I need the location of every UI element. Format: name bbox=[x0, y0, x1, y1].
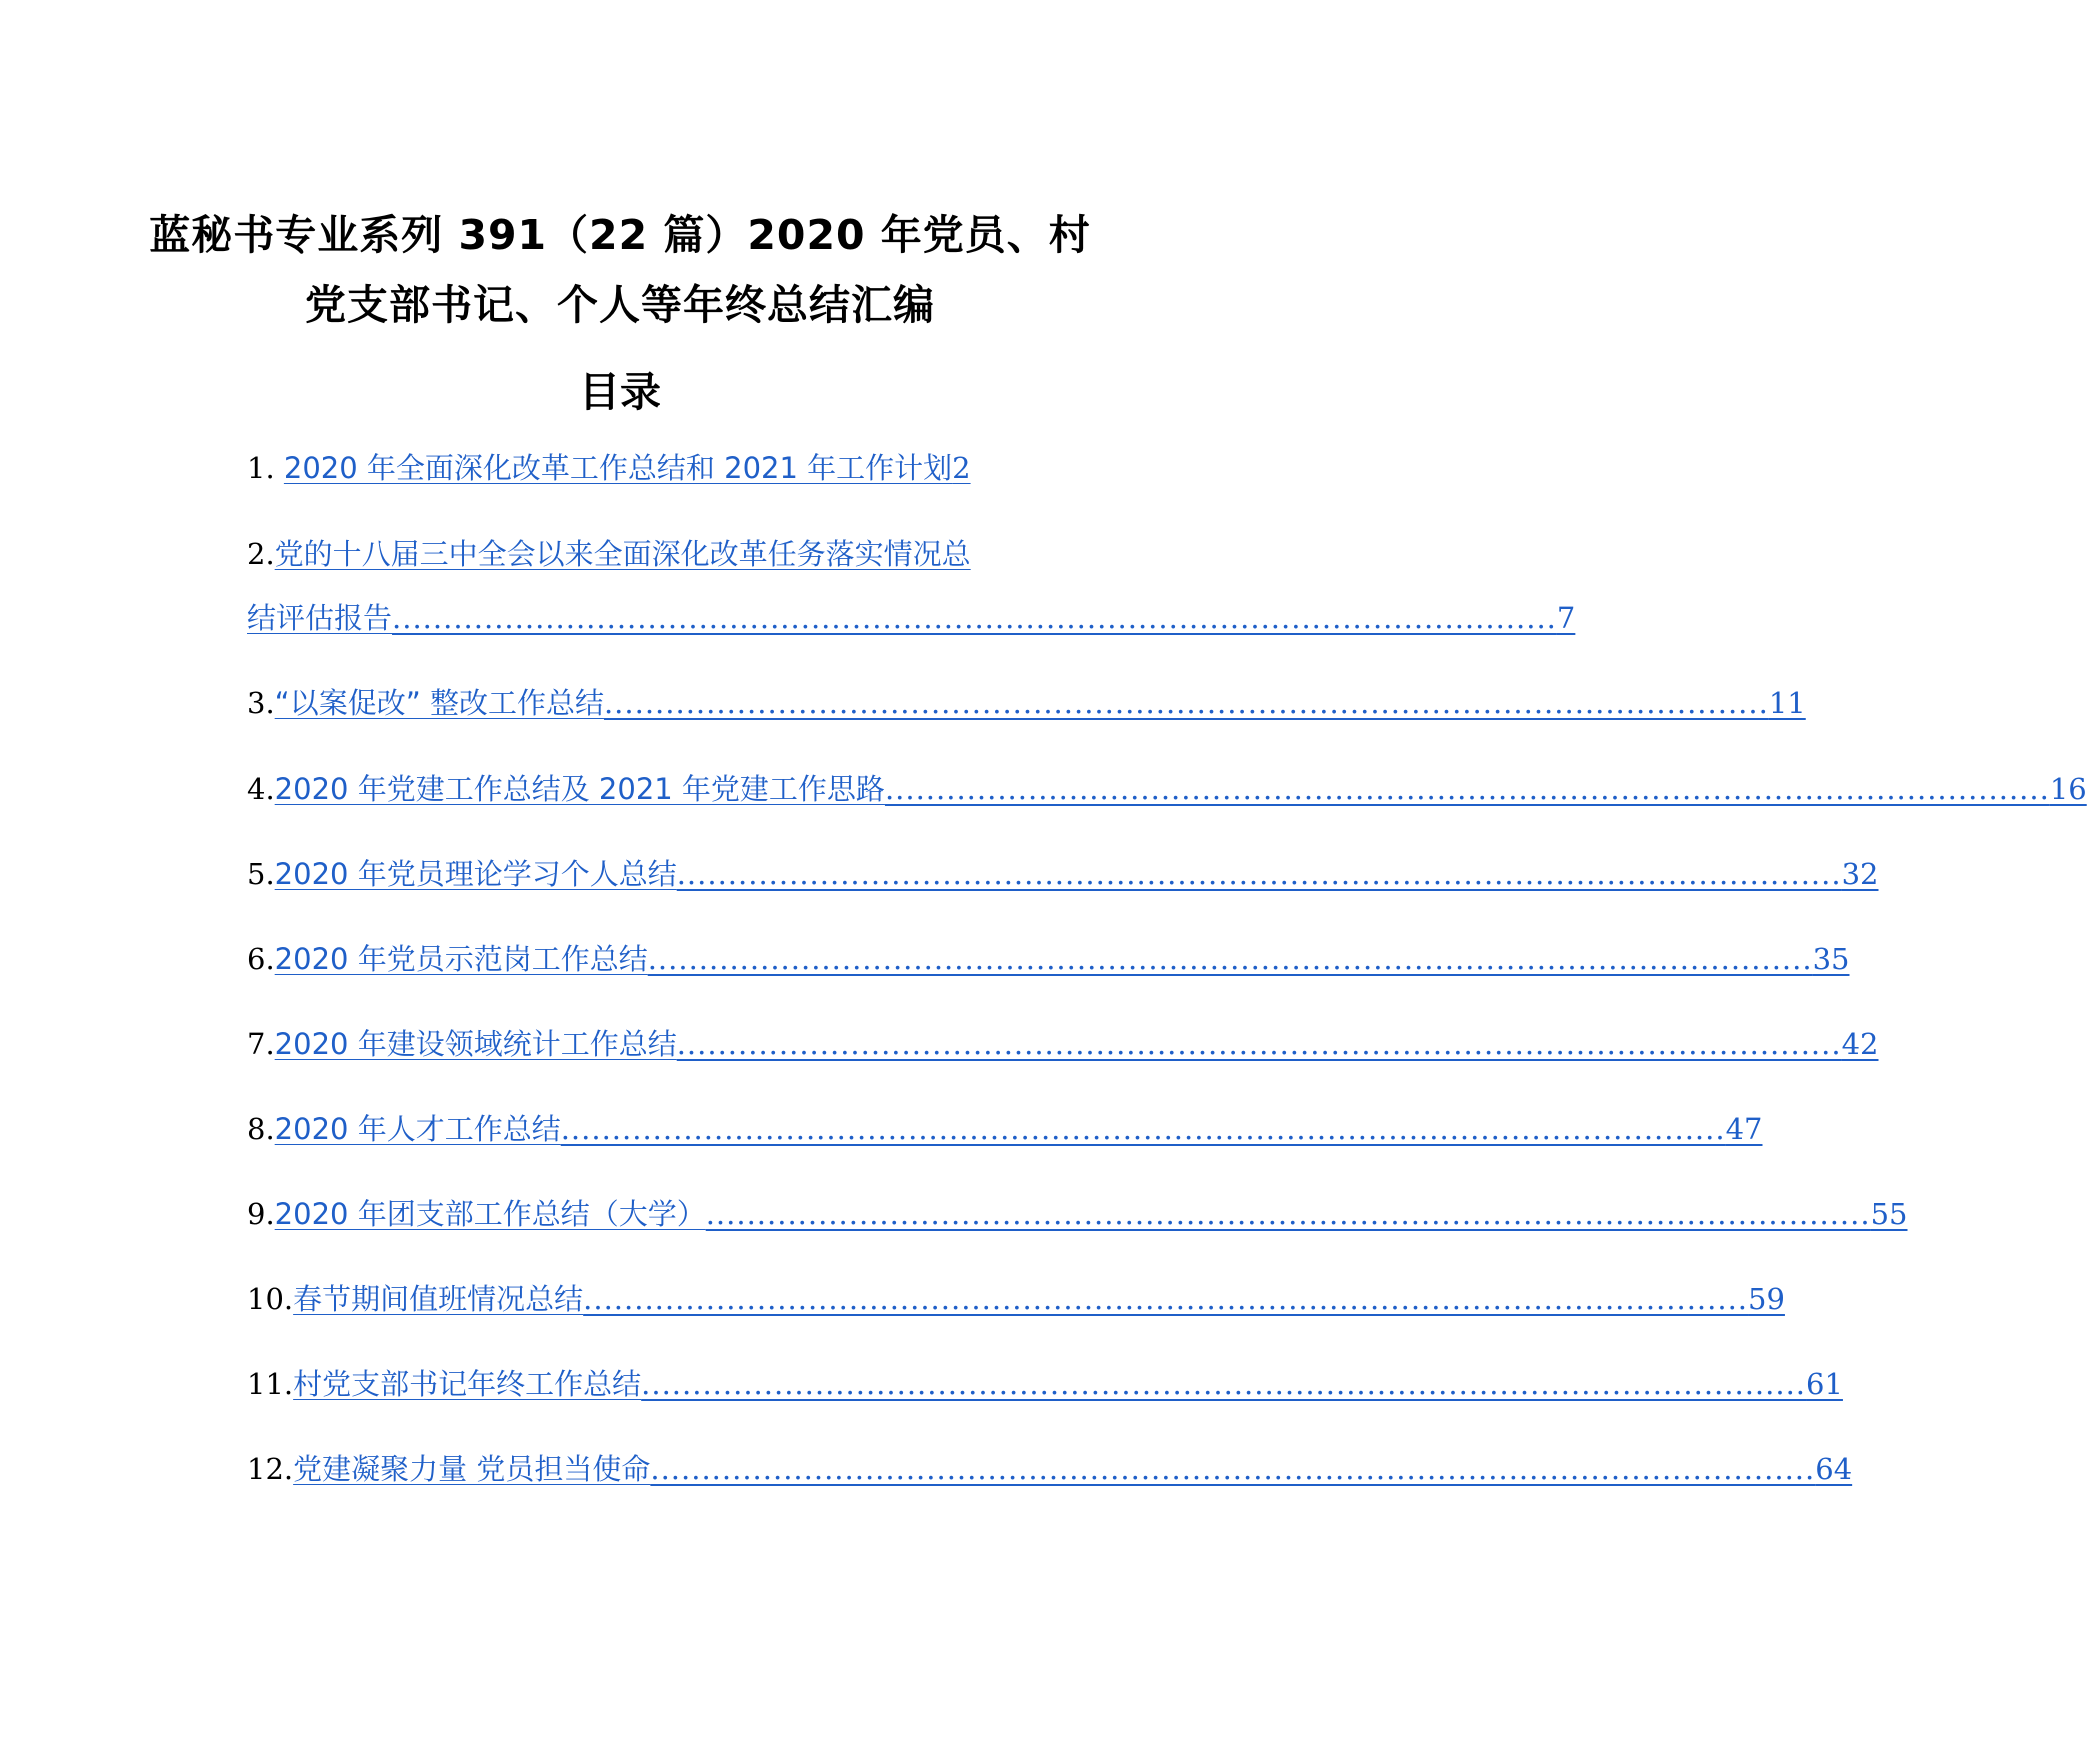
toc-leader-dots: .................................................................................................................. bbox=[603, 686, 1769, 720]
toc-link-7[interactable]: 2020 年建设领域统计工作总结 bbox=[274, 1027, 677, 1061]
toc-item-number: 5. bbox=[247, 857, 275, 891]
toc-page-number[interactable]: 11 bbox=[1768, 686, 1806, 720]
toc-page-number[interactable]: 55 bbox=[1870, 1197, 1908, 1231]
toc-leader-dots: .................................................................................................................. bbox=[676, 1027, 1842, 1061]
toc-item-7 bbox=[247, 1012, 1879, 1076]
toc-page-number[interactable]: 7 bbox=[1556, 601, 1576, 635]
document-title-line-1: 蓝秘书专业系列 391（22 篇）2020 年党员、村 bbox=[149, 211, 1091, 259]
toc-link-5[interactable]: 2020 年党员理论学习个人总结 bbox=[274, 857, 677, 891]
toc-item-5 bbox=[247, 842, 1879, 906]
toc-leader-dots: .................................................................................................................. bbox=[583, 1282, 1749, 1316]
toc-leader-dots: .................................................................................................................. bbox=[647, 942, 1813, 976]
toc-item-12 bbox=[247, 1437, 1853, 1501]
toc-item-number: 6. bbox=[247, 942, 275, 976]
toc-link-3[interactable]: “以案促改” 整改工作总结 bbox=[274, 686, 604, 720]
toc-item-text: 2020 年全面深化改革工作总结和 2021 年工作计划 bbox=[283, 451, 953, 485]
toc-item-1 bbox=[247, 436, 1037, 500]
toc-leader-dots: .................................................................................................................. bbox=[641, 1367, 1807, 1401]
toc-link-9[interactable]: 2020 年团支部工作总结（大学） bbox=[274, 1197, 706, 1231]
toc-item-number: 10. bbox=[247, 1282, 294, 1316]
toc-item-9 bbox=[247, 1182, 1908, 1246]
toc-link-12[interactable]: 党建凝聚力量 党员担当使命 bbox=[293, 1452, 651, 1486]
toc-page-number: 2 bbox=[952, 451, 971, 485]
toc-item-number: 3. bbox=[247, 686, 275, 720]
toc-leader-dots: .................................................................................................................. bbox=[650, 1452, 1816, 1486]
toc-item-11 bbox=[247, 1352, 1843, 1416]
toc-link-11[interactable]: 村党支部书记年终工作总结 bbox=[293, 1367, 642, 1401]
toc-item-10 bbox=[247, 1267, 1785, 1331]
toc-item-3 bbox=[247, 671, 1806, 735]
toc-link-10[interactable]: 春节期间值班情况总结 bbox=[293, 1282, 584, 1316]
toc-link-8[interactable]: 2020 年人才工作总结 bbox=[274, 1112, 561, 1146]
toc-leader-dots: .................................................................................................................. bbox=[560, 1112, 1726, 1146]
toc-page-number[interactable]: 59 bbox=[1748, 1282, 1785, 1316]
toc-item-4 bbox=[247, 757, 2087, 821]
toc-link-2[interactable]: 党的十八届三中全会以来全面深化改革任务落实情况总 bbox=[274, 537, 971, 571]
toc-page-number[interactable]: 35 bbox=[1812, 942, 1850, 976]
toc-item-8 bbox=[247, 1097, 1763, 1161]
toc-page-number[interactable]: 16 bbox=[2049, 772, 2087, 806]
toc-item-2 bbox=[247, 522, 1576, 650]
toc-item-6 bbox=[247, 927, 1850, 991]
toc-item-number: 1. bbox=[247, 451, 284, 485]
toc-leader-dots: .................................................................................................................. bbox=[392, 601, 1557, 635]
toc-link-6[interactable]: 2020 年党员示范岗工作总结 bbox=[274, 942, 648, 976]
document-title-line-2: 党支部书记、个人等年终总结汇编 bbox=[305, 281, 935, 329]
toc-item-number: 4. bbox=[247, 772, 275, 806]
document-title bbox=[130, 200, 1110, 340]
toc-item-number: 2. bbox=[247, 537, 275, 571]
toc-leader-dots: .................................................................................................................. bbox=[705, 1197, 1871, 1231]
toc-page-number[interactable]: 64 bbox=[1815, 1452, 1853, 1486]
toc-item-number: 11. bbox=[247, 1367, 294, 1401]
toc-item-number: 9. bbox=[247, 1197, 275, 1231]
toc-item-number: 12. bbox=[247, 1452, 294, 1486]
toc-item-number: 8. bbox=[247, 1112, 275, 1146]
toc-link-1[interactable] bbox=[284, 451, 971, 485]
toc-page-number[interactable]: 42 bbox=[1841, 1027, 1879, 1061]
toc-page-number[interactable]: 32 bbox=[1841, 857, 1879, 891]
toc-leader-dots: .................................................................................................................. bbox=[884, 772, 2050, 806]
toc-heading: 目录 bbox=[579, 368, 661, 416]
toc-link-2-continued[interactable]: 结评估报告 bbox=[247, 601, 393, 635]
toc-leader-dots: .................................................................................................................. bbox=[676, 857, 1842, 891]
toc-page-number[interactable]: 47 bbox=[1725, 1112, 1763, 1146]
toc-link-4[interactable]: 2020 年党建工作总结及 2021 年党建工作思路 bbox=[274, 772, 885, 806]
toc-page-number[interactable]: 61 bbox=[1806, 1367, 1843, 1401]
toc-item-number: 7. bbox=[247, 1027, 275, 1061]
